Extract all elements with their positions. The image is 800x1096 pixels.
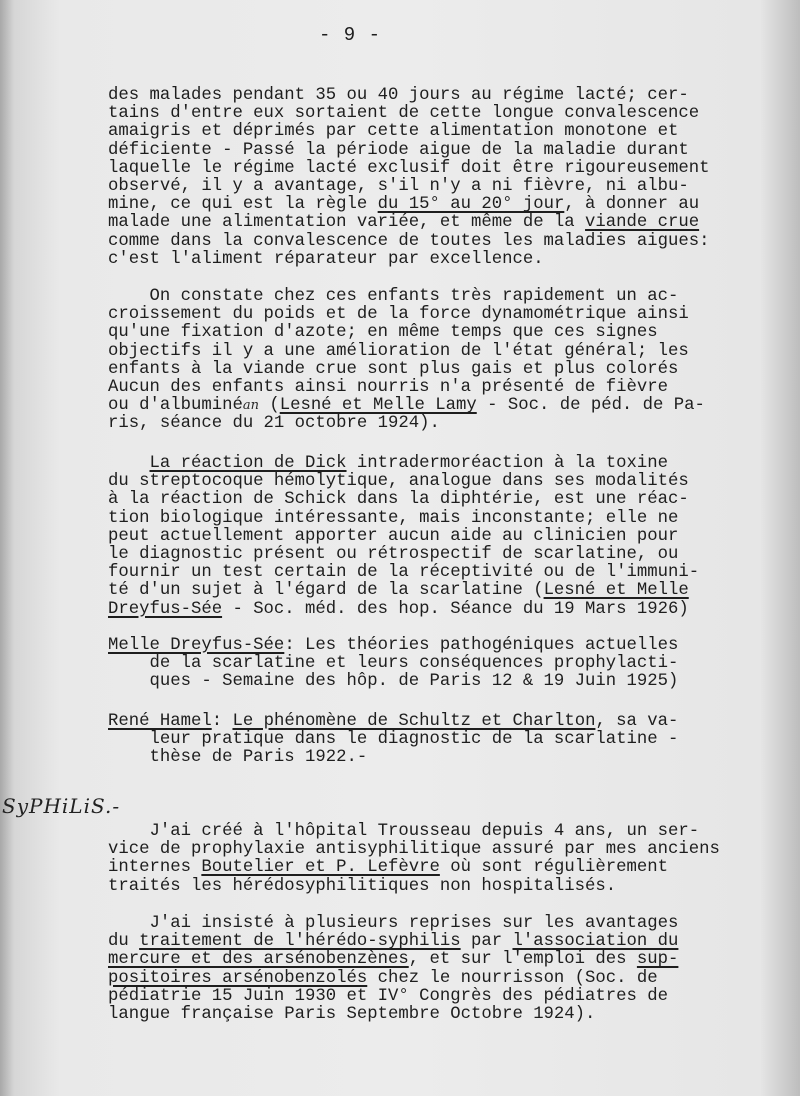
text-line xyxy=(108,951,678,969)
margin-note-syphilis: SyPHiLiS.- xyxy=(2,794,121,818)
text-run xyxy=(108,454,149,473)
text-run: qu'une fixation d'azote; en même temps que ces signes xyxy=(108,323,658,343)
text-line xyxy=(108,749,367,767)
text-run: laquelle le régime lacté exclusif doit être rigoureusement xyxy=(108,158,710,178)
text-line xyxy=(108,823,699,841)
text-line xyxy=(108,142,689,160)
text-run: le diagnostic présent ou rétrospectif de scarlatine, ou xyxy=(108,545,679,564)
text-run: langue française Paris Septembre Octobre 1924). xyxy=(108,1005,596,1024)
text-line xyxy=(108,214,699,232)
text-run: enfants à la viande crue sont plus gais et plus colorés xyxy=(108,359,679,379)
underlined-text: viande crue xyxy=(585,213,700,233)
text-line xyxy=(108,970,658,988)
text-line xyxy=(108,473,689,491)
text-run: amaigris et déprimés par cette alimentation monotone et xyxy=(108,122,679,142)
text-line xyxy=(108,288,678,306)
underlined-text: traitement de l'hérédo-syphilis xyxy=(139,932,461,952)
text-run: intradermoréaction à la toxine xyxy=(346,454,669,473)
text-run: où sont régulièrement xyxy=(439,858,669,878)
text-line xyxy=(108,105,699,123)
text-run: thèse de Paris 1922.- xyxy=(108,748,368,768)
text-run: malade une alimentation variée, et même de la xyxy=(108,213,586,233)
text-run: fournir un test certain de la réceptivité ou de l'immuni- xyxy=(108,563,700,583)
text-run: : xyxy=(211,712,233,731)
text-run: : Les théories pathogéniques actuelles xyxy=(284,636,679,655)
text-line xyxy=(108,731,678,749)
underlined-text: Dreyfus-Sée xyxy=(108,599,223,619)
text-run: objectifs il y a une amélioration de l'état général; les xyxy=(108,341,689,361)
text-line xyxy=(108,528,678,546)
text-run: té d'un sujet à l'égard de la scarlatine ( xyxy=(108,581,544,601)
text-run: leur pratique dans le diagnostic de la scarlatine - xyxy=(108,730,679,750)
text-run: vice de prophylaxie antisyphilitique assuré par mes anciens xyxy=(108,840,720,860)
text-run: chez le nourrisson (Soc. de xyxy=(367,968,658,988)
text-line xyxy=(108,455,668,473)
text-line xyxy=(108,343,689,361)
text-run: tion biologique intéressante, mais inconstante; elle ne xyxy=(108,508,679,528)
text-line xyxy=(108,564,699,582)
page-number: - 9 - xyxy=(318,24,381,46)
text-line xyxy=(108,915,678,933)
underlined-text: Le phénomène de Schultz et Charlton xyxy=(232,712,596,731)
text-run: ( xyxy=(258,396,280,416)
text-line xyxy=(108,160,710,178)
text-run: à la réaction de Schick dans la diphtérie, est une réac- xyxy=(108,490,689,510)
text-line xyxy=(108,178,689,196)
text-run: déficiente - Passé la période aigue de la maladie durant xyxy=(108,140,689,160)
underlined-text: du 15° au 20° jour xyxy=(377,195,565,215)
text-run: tains d'entre eux sortaient de cette longue convalescence xyxy=(108,104,700,124)
underlined-text: Lesné et Melle xyxy=(543,581,689,601)
text-line xyxy=(108,1006,595,1024)
text-run: internes xyxy=(108,858,202,878)
text-run: par xyxy=(460,932,513,952)
text-run: , et sur l'emploi des xyxy=(408,950,637,970)
text-run: - Soc. méd. des hop. Séance du 19 Mars 1926) xyxy=(222,599,689,619)
underlined-text: René Hamel xyxy=(108,712,212,731)
text-line xyxy=(108,841,720,859)
underlined-text: La réaction de Dick xyxy=(149,454,347,473)
underlined-text: l'association du xyxy=(512,932,679,952)
text-line xyxy=(108,491,689,509)
text-run: de la scarlatine et leurs conséquences prophylacti- xyxy=(108,654,679,674)
text-line xyxy=(108,196,699,214)
text-line xyxy=(108,361,678,379)
text-run: ou d'albuminé xyxy=(108,396,243,416)
text-run: observé, il y a avantage, s'il n'y a ni fièvre, ni albu- xyxy=(108,177,689,196)
text-line xyxy=(108,859,668,877)
underlined-text: Lesné et Melle Lamy xyxy=(279,396,477,416)
text-line xyxy=(108,510,678,528)
text-line xyxy=(108,673,678,691)
text-run: Aucun des enfants ainsi nourris n'a présenté de fièvre xyxy=(108,378,669,397)
text-line xyxy=(108,878,616,896)
text-run: , sa va- xyxy=(595,712,679,731)
text-line xyxy=(108,988,668,1006)
text-line xyxy=(108,582,689,600)
text-run: ques - Semaine des hôp. de Paris 12 & 19 Juin 1925) xyxy=(108,672,679,692)
text-line xyxy=(108,324,658,342)
text-line xyxy=(108,251,544,269)
text-run: On constate chez ces enfants très rapidement un ac- xyxy=(108,287,679,306)
underlined-text: Boutelier et P. Lefèvre xyxy=(201,858,440,878)
text-run: du xyxy=(108,932,140,952)
underlined-text: mercure et des arsénobenzènes xyxy=(108,950,409,970)
text-run: J'ai insisté à plusieurs reprises sur les avantages xyxy=(108,914,679,933)
underlined-text: sup- xyxy=(636,950,679,970)
text-run: , à donner au xyxy=(564,195,700,215)
text-run: traités les hérédosyphilitiques non hospitalisés. xyxy=(108,876,617,896)
text-line xyxy=(108,546,678,564)
text-line xyxy=(108,306,689,324)
text-line xyxy=(108,655,678,673)
text-run: J'ai créé à l'hôpital Trousseau depuis 4 ans, un ser- xyxy=(108,822,700,841)
text-run: mine, ce qui est la règle xyxy=(108,195,378,215)
text-run: croissement du poids et de la force dynamométrique ainsi xyxy=(108,305,689,325)
text-line xyxy=(108,601,689,619)
text-run: du streptocoque hémolytique, analogue dans ses modalités xyxy=(108,472,689,492)
text-run: pédiatrie 15 Juin 1930 et IV° Congrès des pédiatres de xyxy=(108,986,669,1006)
text-line xyxy=(108,379,668,397)
text-line xyxy=(108,397,705,415)
handwritten-annotation: an xyxy=(242,398,259,414)
underlined-text: positoires arsénobenzolés xyxy=(108,968,368,988)
text-line xyxy=(108,233,710,251)
text-line xyxy=(108,415,440,433)
text-run: des malades pendant 35 ou 40 jours au régime lacté; cer- xyxy=(108,86,689,105)
text-run: c'est l'aliment réparateur par excellence. xyxy=(108,249,544,269)
text-line xyxy=(108,87,689,105)
text-line xyxy=(108,123,678,141)
text-line xyxy=(108,713,678,731)
text-run: comme dans la convalescence de toutes les maladies aigues: xyxy=(108,231,710,251)
underlined-text: Melle Dreyfus-Sée xyxy=(108,636,285,655)
text-line xyxy=(108,933,678,951)
text-run: peut actuellement apporter aucun aide au clinicien pour xyxy=(108,526,679,546)
text-run: - Soc. de péd. de Pa- xyxy=(476,396,705,416)
text-line xyxy=(108,637,678,655)
text-run: ris, séance du 21 octobre 1924). xyxy=(108,414,440,434)
